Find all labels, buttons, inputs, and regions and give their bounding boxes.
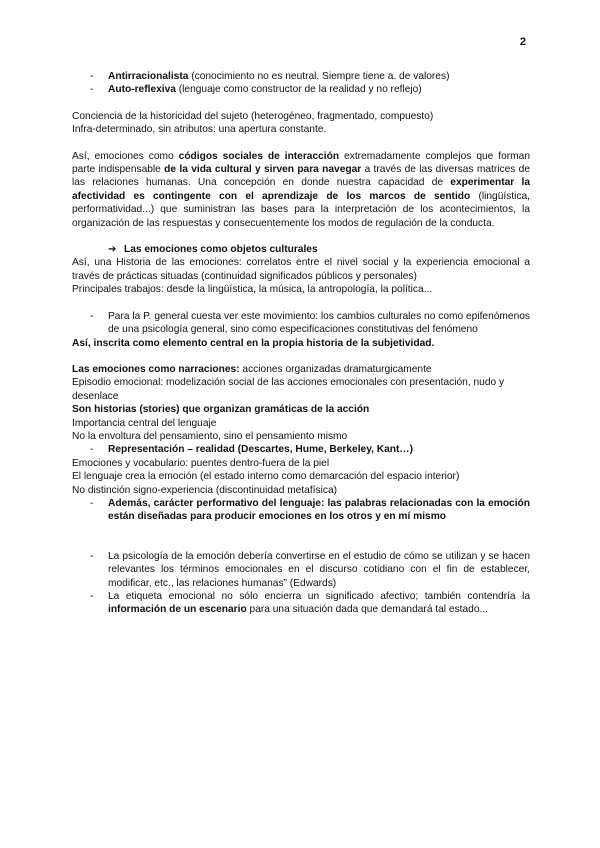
dash-marker: - bbox=[90, 497, 94, 509]
heading-text: Las emociones como objetos culturales bbox=[124, 244, 318, 256]
language-not-wrapper-line: No la envoltura del pensamiento, sino el pensamiento mismo bbox=[72, 430, 348, 442]
page-content bbox=[72, 70, 530, 617]
inscribed-line: Así, inscrita como elemento central en la propia historia de la subjetividad. bbox=[72, 337, 435, 349]
bullet-text: La psicología de la emoción debería convertirse en el estudio de cómo se utilizan y se hacen relevantes los términos emocionales en el discurso cotidiano con el fin de establecer, modificar, etc., las relaciones humanas” (Edwards) bbox=[108, 550, 530, 589]
history-emotions-paragraph: Así, una Historia de las emociones: correlatos entre el nivel social y la experiencia emocional a través de prácticas situadas (continuidad significados públicos y personales) bbox=[72, 257, 530, 282]
bullet-bold: Antirracionalista bbox=[108, 71, 189, 82]
episode-line: Episodio emocional: modelización social de las acciones emocionales con presentación, nudo y desenlace bbox=[72, 377, 505, 402]
stories-line: Son historias (stories) que organizan gramáticas de la acción bbox=[72, 404, 370, 416]
dash-marker: - bbox=[90, 310, 94, 322]
bullet-text: (conocimiento no es neutral. Siempre tiene a. de valores) bbox=[188, 71, 450, 82]
dash-marker: - bbox=[90, 550, 94, 562]
bullet-bold: Auto-reflexiva bbox=[108, 84, 176, 96]
historicity-line: Conciencia de la historicidad del sujeto (heterogéneo, fragmentado, compuesto) bbox=[72, 110, 434, 122]
emotions-codes-paragraph: Así, emociones como códigos sociales de interacción extremadamente complejos que forman parte indispensable de la vida cultural y sirven para navegar a través de las diversas matrices de las relaciones humanas. Una concepción en donde nuestra capacidad de experimentar la afectividad es contingente con el aprendizaje de los marcos de sentido (lingüística, performatividad...) que suministran las bases para la interpretación de los acontecimientos, la organización de las respuestas y consecuentemente los modos de regulación de la conducta. bbox=[72, 150, 531, 229]
dash-marker: - bbox=[90, 84, 94, 96]
bullet-edwards bbox=[72, 550, 530, 590]
language-creates-line: El lenguaje crea la emoción (el estado interno como demarcación del espacio interior) bbox=[72, 471, 460, 483]
bullet-text: Para la P. general cuesta ver este movimiento: los cambios culturales no como epifenómenos de una psicología general, sino como especificaciones constitutivas del fenómeno bbox=[108, 310, 530, 336]
narratives-line: Las emociones como narraciones: acciones organizadas dramaturgicamente bbox=[72, 363, 432, 375]
bullet-auto-reflexiva bbox=[72, 83, 530, 96]
dash-marker: - bbox=[90, 591, 94, 602]
infra-determined-line: Infra-determinado, sin atributos: una apertura constante. bbox=[72, 124, 327, 136]
dash-marker: - bbox=[90, 71, 94, 82]
no-distinction-line: No distinción signo-experiencia (discontinuidad metafísica) bbox=[72, 484, 338, 496]
arrow-right-icon: ➔ bbox=[108, 244, 117, 256]
cultural-objects-heading bbox=[72, 243, 530, 256]
bullet-general-psychology bbox=[72, 310, 530, 337]
bullet-antirracionalista bbox=[72, 70, 530, 83]
bullet-text: La etiqueta emocional no sólo encierra un significado afectivo; también contendría la información de un escenario para una situación dada que demandará tal estado... bbox=[108, 591, 530, 616]
bullet-text: (lenguaje como constructor de la realidad y no reflejo) bbox=[175, 84, 422, 96]
bullet-performative bbox=[72, 497, 530, 524]
bullet-emotional-label bbox=[72, 590, 530, 617]
dash-marker: - bbox=[90, 444, 94, 456]
bullet-representation bbox=[72, 443, 530, 456]
bullet-text: Además, carácter performativo del lenguaje: las palabras relacionadas con la emoción están diseñadas para producir emociones en los otros y en mí mismo bbox=[108, 497, 530, 523]
emotions-vocabulary-line: Emociones y vocabulario: puentes dentro-fuera de la piel bbox=[72, 457, 330, 469]
language-importance-line: Importancia central del lenguaje bbox=[72, 417, 217, 429]
page-number: 2 bbox=[519, 36, 526, 48]
principal-works-line: Principales trabajos: desde la lingüística, la música, la antropología, la política... bbox=[72, 284, 433, 296]
bullet-text: Representación – realidad (Descartes, Hume, Berkeley, Kant…) bbox=[108, 444, 413, 456]
